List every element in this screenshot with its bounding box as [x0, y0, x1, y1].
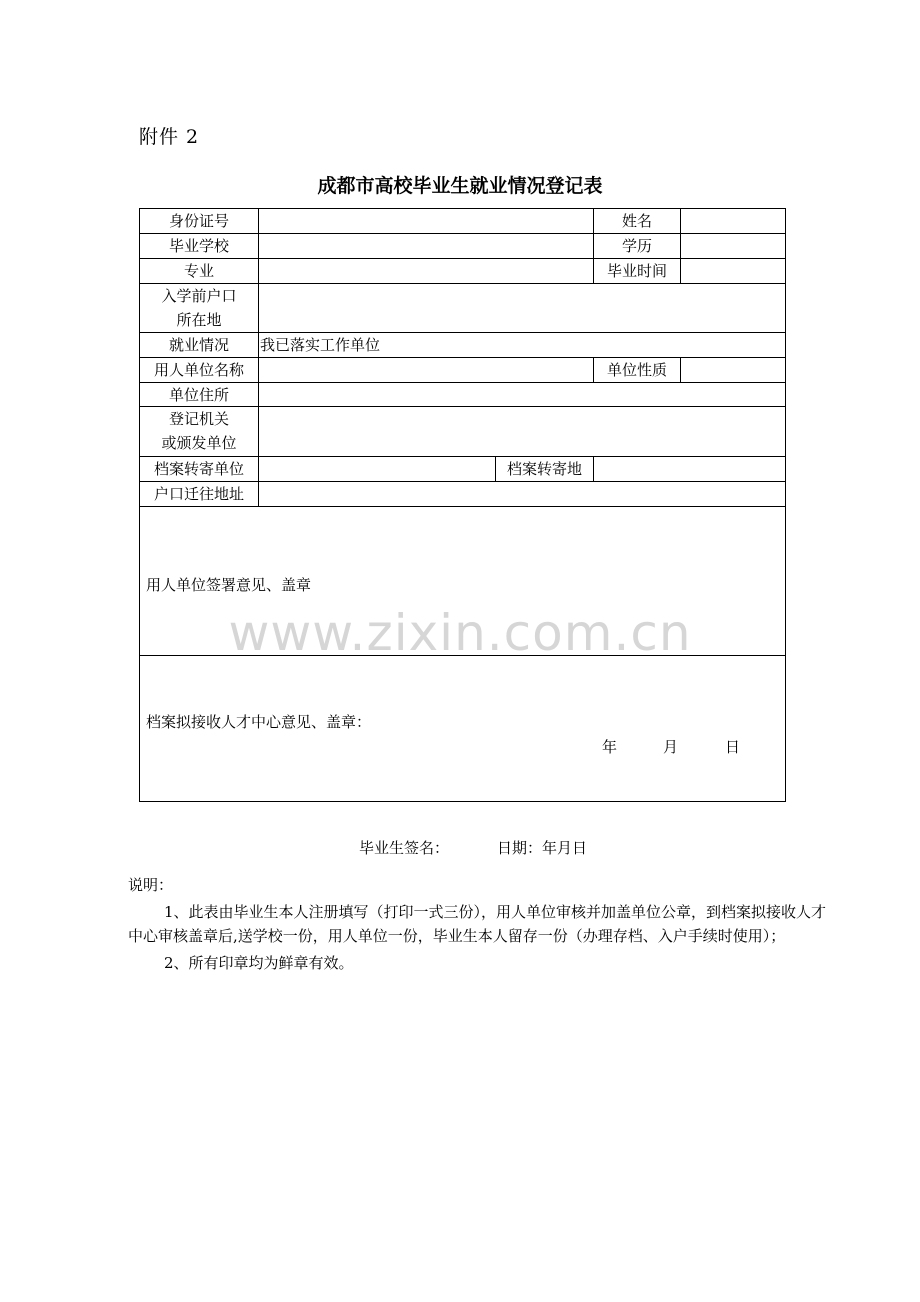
employer-opinion-label: 用人单位签署意见、盖章	[146, 576, 312, 594]
id-number-label: 身份证号	[168, 212, 229, 230]
date-month: 月	[663, 738, 679, 756]
attachment-label: 附件 2	[139, 126, 200, 148]
graduation-time-field[interactable]	[681, 259, 785, 283]
major-field[interactable]	[259, 259, 593, 283]
signature-date-label: 日期：年月日	[497, 839, 588, 857]
id-number-field[interactable]	[259, 209, 593, 233]
employment-status-value[interactable]: 我已落实工作单位	[260, 336, 381, 354]
notes-item-1: 1、此表由毕业生本人注册填写（打印一式三份），用人单位审核并加盖单位公章，到档案拟接收人才中心审核盖章后,送学校一份，用人单位一份，毕业生本人留存一份（办理存档、入户手续时使用）；	[128, 903, 827, 945]
date-year: 年	[602, 738, 618, 756]
school-label: 毕业学校	[168, 237, 229, 255]
education-field[interactable]	[681, 234, 785, 258]
archive-transfer-place-label: 档案转寄地	[506, 460, 582, 478]
hukou-transfer-address-field[interactable]	[259, 482, 785, 506]
hukou-label	[140, 284, 258, 332]
name-field[interactable]	[681, 209, 785, 233]
archive-transfer-unit-field[interactable]	[259, 457, 495, 481]
archive-center-opinion-label: 档案拟接收人才中心意见、盖章：	[146, 713, 372, 731]
hukou-label-line1: 入学前户口	[161, 287, 237, 305]
registration-authority-field[interactable]	[259, 407, 785, 456]
registration-label-line2: 或颁发单位	[161, 434, 237, 452]
education-label: 学历	[621, 237, 652, 255]
major-label: 专业	[183, 262, 214, 280]
hukou-label-line2: 所在地	[176, 311, 222, 329]
employer-type-field[interactable]	[681, 358, 785, 382]
employer-type-label: 单位性质	[606, 361, 667, 379]
employer-address-field[interactable]	[259, 383, 785, 406]
archive-transfer-unit-label: 档案转寄单位	[153, 460, 244, 478]
employment-status-label: 就业情况	[168, 336, 229, 354]
notes-heading: 说明：	[128, 876, 174, 894]
registration-label-line1: 登记机关	[168, 410, 229, 428]
archive-transfer-place-field[interactable]	[594, 457, 785, 481]
employer-name-label: 用人单位名称	[153, 361, 244, 379]
date-day: 日	[725, 738, 741, 756]
hukou-transfer-address-label: 户口迁往地址	[153, 485, 244, 503]
registration-authority-label	[140, 407, 258, 455]
employer-name-field[interactable]	[259, 358, 593, 382]
school-field[interactable]	[259, 234, 593, 258]
graduate-signature-label: 毕业生签名：	[359, 839, 450, 857]
notes-section	[128, 873, 828, 975]
watermark: www.zixin.com.cn	[228, 604, 692, 662]
notes-item-2: 2、所有印章均为鲜章有效。	[164, 954, 354, 972]
name-label: 姓名	[621, 212, 652, 230]
registration-form-table	[139, 208, 786, 802]
hukou-field[interactable]	[259, 284, 785, 332]
employer-address-label: 单位住所	[168, 386, 229, 404]
graduation-time-label: 毕业时间	[606, 262, 667, 280]
form-title: 成都市高校毕业生就业情况登记表	[317, 175, 603, 197]
